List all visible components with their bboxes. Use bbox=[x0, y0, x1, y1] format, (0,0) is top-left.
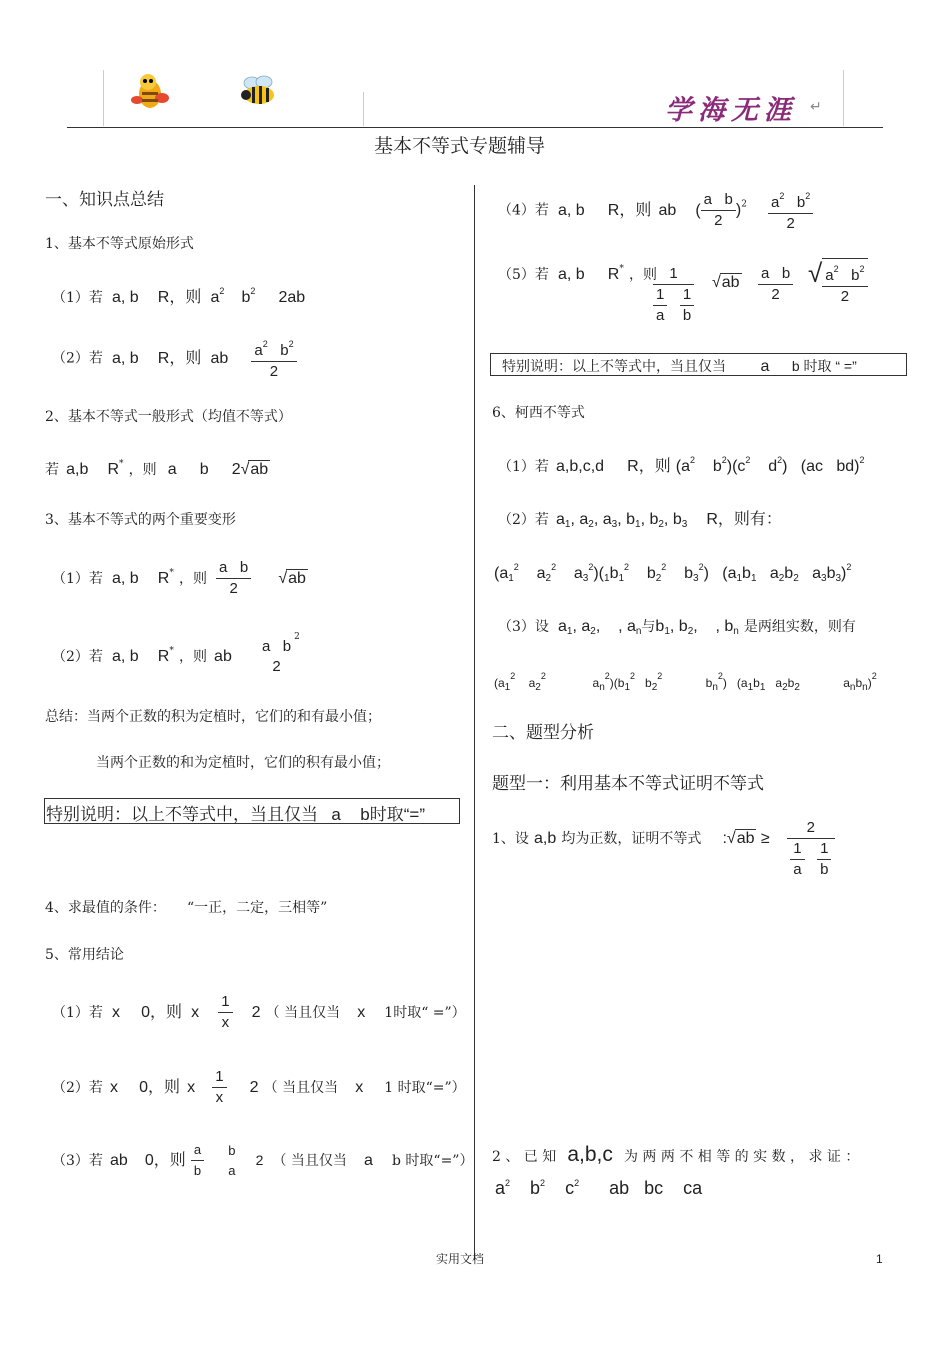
label: 4、求最值的条件： bbox=[45, 900, 166, 916]
math: a bbox=[331, 805, 341, 824]
header-divider bbox=[363, 92, 364, 126]
label: 为 两 两 不 相 等 的 实 数 ， 求 证 ： bbox=[623, 1149, 860, 1165]
math: R，则 bbox=[627, 458, 671, 475]
math: x bbox=[187, 1079, 196, 1096]
subheading: 6、柯西不等式 bbox=[492, 405, 585, 421]
return-mark: ↵ bbox=[810, 98, 822, 114]
label: 1、设 bbox=[492, 831, 529, 847]
header-rule bbox=[67, 127, 883, 128]
formula-row: （2）若 x 0，则 x $\frac{1}{x}$ 2 （ 当且仅当 x 1 时取“=”） bbox=[52, 1068, 466, 1106]
label: 1 时取“=”） bbox=[384, 1080, 466, 1096]
math: 2 bbox=[251, 1004, 261, 1021]
subheading: 2、基本不等式一般形式（均值不等式） bbox=[45, 409, 292, 425]
summary-line: 总结：当两个正数的积为定植时，它们的和有最小值； bbox=[45, 709, 381, 725]
label: “一正，二定，三相等” bbox=[187, 900, 328, 916]
math: a, b bbox=[112, 349, 139, 367]
math: a,b bbox=[534, 830, 557, 847]
math: x bbox=[112, 1004, 121, 1021]
math: a, b bbox=[558, 201, 585, 219]
math: a, b bbox=[112, 648, 139, 665]
problem-2 bbox=[492, 1143, 859, 1167]
math: R bbox=[607, 266, 620, 283]
math: a,b,c bbox=[567, 1143, 613, 1166]
math: x bbox=[110, 1079, 119, 1096]
label: ，则 bbox=[178, 571, 207, 587]
label: （2）若 bbox=[52, 649, 103, 665]
math: 0，则 bbox=[141, 1004, 183, 1021]
label: （2）若 bbox=[52, 1080, 103, 1096]
label: （1）若 bbox=[52, 1005, 103, 1021]
problem-1: 1、设 a,b 均为正数，证明不等式 :√ab ≥ bbox=[492, 830, 770, 847]
formula-row: ($a_1^2$ $a_2^2$ $a_n^2)(b_1^2$ $b_2^2$ $b_n^2$) ($a_1b_1$ $a_2b_2$ $a_nb_n)^2$ bbox=[494, 671, 877, 693]
formula-harmonic-mean: 1 $\frac{1}{a}$ $\frac{1}{b}$ bbox=[653, 264, 694, 326]
note-text: b时取“=” bbox=[360, 805, 425, 824]
math: x bbox=[191, 1004, 200, 1021]
math: x bbox=[355, 1079, 364, 1096]
label: （5）若 bbox=[498, 267, 549, 283]
label: （3）设 bbox=[498, 619, 549, 635]
label: （1）若 bbox=[52, 290, 103, 306]
formula-row: ($a_1^2$ $a_2^2$ $a_3^2)(_1b_1^2$ $b_2^2$ $b_3^2$) ($a_1b_1$ $a_2b_2$ $a_3b_3)^2$ bbox=[494, 562, 852, 584]
math: a bbox=[364, 1152, 373, 1169]
label: 2 、 已 知 bbox=[492, 1149, 557, 1165]
special-note bbox=[502, 356, 857, 376]
formula-row: （2）若 a, b R，则 ab $\frac{a^2 b^2}{2}$ bbox=[52, 334, 297, 382]
label: （ 当且仅当 bbox=[263, 1080, 339, 1096]
math: 0，则 bbox=[144, 1152, 186, 1169]
formula-quadratic-mean: √ $\frac{a^2 b^2}{2}$ bbox=[808, 258, 868, 307]
section-heading: 二、题型分析 bbox=[492, 723, 594, 743]
formula-row: （1）若 x 0，则 x $\frac{1}{x}$ 2 （ 当且仅当 x 1时取“ =”） bbox=[52, 993, 466, 1031]
math: 2 bbox=[249, 1079, 259, 1096]
note-text: b 时取 “ =” bbox=[791, 358, 857, 374]
formula-row: （1）若 a, b R* ，则 $\frac{\text{a b}}{2}$ √ab bbox=[52, 559, 306, 597]
label: （1）若 bbox=[52, 571, 103, 587]
subheading bbox=[45, 897, 327, 917]
label: （ 当且仅当 bbox=[272, 1153, 347, 1169]
formula-row: （3）设 $a_1$, $a_2$, , $a_n$与$b_1$, $b_2$, , $b_n$ 是两组实数，则有 bbox=[498, 618, 856, 637]
label: 若 bbox=[45, 462, 59, 478]
formula-row: （4）若 a, b R，则 ab ( $\frac{\text{a b}}{2}$ )$^2$ $\frac{a^2 b^2}{2}$ bbox=[498, 186, 813, 234]
math: R，则 bbox=[157, 289, 202, 306]
header-logo-text: 学海无涯 bbox=[665, 95, 797, 126]
label: （3）若 bbox=[52, 1153, 103, 1169]
label: 与 bbox=[641, 619, 656, 635]
subheading: 5、常用结论 bbox=[45, 947, 124, 963]
math: x bbox=[357, 1004, 366, 1021]
math: a, b bbox=[112, 570, 139, 587]
cartoon-bee-icon bbox=[128, 70, 174, 114]
math: R，则 bbox=[607, 201, 652, 219]
math: a,b,c,d bbox=[556, 458, 605, 475]
math: a, b bbox=[558, 266, 585, 283]
summary-line: 当两个正数的和为定植时，它们的积有最小值； bbox=[96, 755, 390, 771]
label: b 时取“=”） bbox=[392, 1153, 474, 1169]
formula-row: 若 a,b R* ，则 a b 2√ab bbox=[45, 459, 269, 478]
formula-row: （2）若 $a_1$, $a_2$, $a_3$, $b_1$, $b_2$, $b_3$ R，则有： bbox=[498, 511, 782, 530]
label: 1时取“ =”） bbox=[384, 1005, 466, 1021]
formula-row: （5）若 a, b R* ，则 bbox=[498, 264, 657, 283]
label: （2）若 bbox=[498, 512, 549, 528]
label: ，则 bbox=[128, 462, 157, 478]
section-heading: 一、知识点总结 bbox=[45, 190, 164, 210]
label: ，则 bbox=[628, 267, 657, 283]
label: （2）若 bbox=[52, 350, 103, 367]
page-title: 基本不等式专题辅导 bbox=[374, 135, 546, 157]
math: a,b bbox=[66, 461, 89, 478]
formula-row: （1）若 a, b R，则 $a^2$ $b^2$ 2ab bbox=[52, 286, 306, 306]
label: （1）若 bbox=[498, 459, 549, 475]
math: R bbox=[157, 570, 170, 587]
math: ab bbox=[110, 1152, 128, 1169]
math: R，则有： bbox=[706, 511, 782, 528]
math: a, b bbox=[112, 289, 139, 306]
special-note bbox=[46, 800, 425, 825]
formula-arith-mean: $\frac{\text{a b}}{2}$ bbox=[758, 264, 793, 305]
math: R bbox=[157, 648, 170, 665]
math: 0，则 bbox=[139, 1079, 181, 1096]
note-text: 特别说明：以上不等式中，当且仅当 bbox=[46, 805, 318, 825]
math: R bbox=[107, 461, 119, 478]
column-divider bbox=[474, 185, 475, 1260]
formula-sqrt-ab: √ab bbox=[712, 274, 740, 291]
subheading: 1、基本不等式原始形式 bbox=[45, 236, 194, 252]
formula-row: （1）若 a,b,c,d R，则 ($a^2$ $b^2)(c^2$ $d^2$) (ac bd)$^2$ bbox=[498, 455, 865, 475]
formula-row: $a^2$ $b^2$ $c^2$ ab bc ca bbox=[495, 1178, 703, 1198]
math: R，则 bbox=[157, 349, 202, 367]
formula-row: （2）若 a, b R* ，则 ab a b 2 $^2$ bbox=[52, 632, 300, 675]
footer-label: 实用文档 bbox=[436, 1252, 485, 1266]
section-heading: 题型一：利用基本不等式证明不等式 bbox=[492, 774, 764, 794]
label: （ 当且仅当 bbox=[265, 1005, 341, 1021]
math: 2 bbox=[255, 1152, 264, 1168]
subheading: 3、基本不等式的两个重要变形 bbox=[45, 512, 236, 528]
header-divider bbox=[843, 70, 844, 126]
header-divider bbox=[103, 70, 104, 126]
formula-row: （3）若 ab 0，则 $\frac{a}{b}$ b a 2 （ 当且仅当 a b 时取“=”） bbox=[52, 1142, 474, 1178]
label: （4）若 bbox=[498, 202, 549, 219]
math: a bbox=[760, 358, 770, 375]
note-text: 特别说明：以上不等式中，当且仅当 bbox=[502, 359, 726, 375]
label: 均为正数，证明不等式 bbox=[561, 831, 702, 847]
page-number: 1 bbox=[876, 1252, 883, 1266]
label: 是两组实数，则有 bbox=[743, 619, 856, 635]
label: ，则 bbox=[178, 649, 207, 665]
bee-icon bbox=[238, 74, 280, 108]
formula-harmonic-mean: 2 $\frac{1}{a}$ $\frac{1}{b}$ bbox=[787, 818, 835, 880]
